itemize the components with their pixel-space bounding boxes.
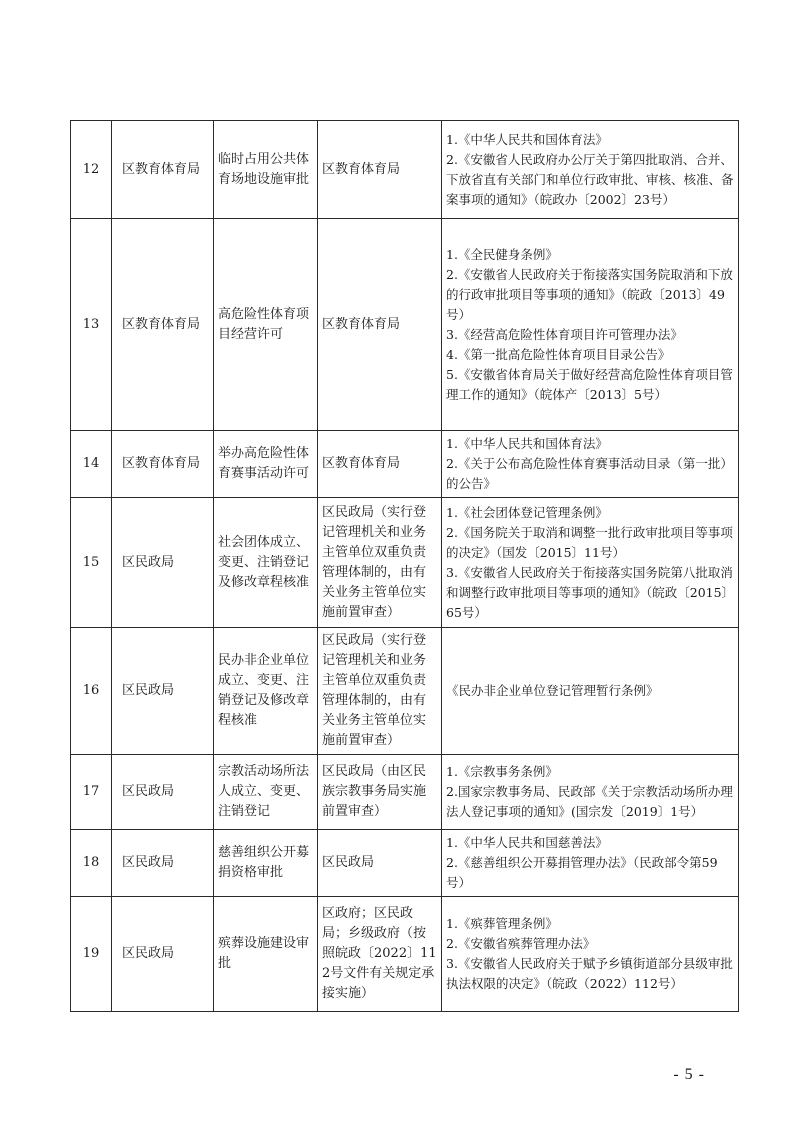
implementing-body-cell: 区教育体育局 [318, 431, 442, 498]
approval-item-cell: 殡葬设施建设审批 [214, 897, 318, 1012]
approval-item-cell: 高危险性体育项目经营许可 [214, 219, 318, 431]
row-number-cell: 19 [71, 897, 112, 1012]
row-number-cell: 18 [71, 830, 112, 897]
row-number-cell: 13 [71, 219, 112, 431]
table-row [71, 897, 739, 1012]
approval-items-table [70, 120, 739, 1012]
implementing-body-cell: 区教育体育局 [318, 219, 442, 431]
implementing-body-cell: 区教育体育局 [318, 121, 442, 219]
department-cell: 区民政局 [112, 755, 214, 830]
legal-basis-line: 1.《殡葬管理条例》 [446, 916, 558, 931]
table-row [71, 219, 739, 431]
legal-basis-line: 3.《经营高危险性体育项目许可管理办法》 [446, 326, 683, 342]
legal-basis-line: 5.《安徽省体育局关于做好经营高危险性体育项目管理工作的通知》（皖体产〔2013〕5号） [446, 366, 733, 402]
approval-item-cell: 民办非企业单位成立、变更、注销登记及修改章程核准 [214, 628, 318, 755]
implementing-body-cell: 区民政局（实行登记管理机关和业务主管单位双重负责管理体制的，由有关业务主管单位实施前置审查） [318, 498, 442, 628]
approval-item-cell: 社会团体成立、变更、注销登记及修改章程核准 [214, 498, 318, 628]
row-number-cell: 16 [71, 628, 112, 755]
legal-basis-line: 2.《慈善组织公开募捐管理办法》（民政部令第59号） [446, 855, 718, 890]
department-cell: 区民政局 [112, 830, 214, 897]
row-number-cell: 15 [71, 498, 112, 628]
implementing-body-cell: 区政府；区民政局；乡级政府（按照皖政〔2022〕112号文件有关规定承接实施） [318, 897, 442, 1012]
legal-basis-line: 1.《全民健身条例》 [446, 246, 558, 262]
legal-basis-line: 3.《安徽省人民政府关于衔接落实国务院第八批取消和调整行政审批项目等事项的通知》（皖政〔2015〕65号） [446, 564, 733, 620]
table-row [71, 830, 739, 897]
department-cell: 区教育体育局 [112, 219, 214, 431]
legal-basis-line: 2.国家宗教事务局、民政部《关于宗教活动场所办理法人登记事项的通知》(国宗发〔2019〕1号） [446, 784, 733, 819]
implementing-body-cell: 区民政局（由区民族宗教事务局实施前置审查） [318, 755, 442, 830]
legal-basis-line: 2.《安徽省人民政府关于衔接落实国务院取消和下放的行政审批项目等事项的通知》（皖政〔2013〕49号） [446, 266, 733, 322]
table-row [71, 431, 739, 498]
department-cell: 区教育体育局 [112, 431, 214, 498]
legal-basis-line: 1.《中华人民共和国慈善法》 [446, 835, 608, 850]
department-cell: 区民政局 [112, 498, 214, 628]
approval-item-cell: 慈善组织公开募捐资格审批 [214, 830, 318, 897]
row-number-cell: 14 [71, 431, 112, 498]
legal-basis-line: 2.《关于公布高危险性体育赛事活动目录（第一批）的公告》 [446, 456, 733, 491]
legal-basis-cell [442, 219, 739, 431]
legal-basis-line: 2.《国务院关于取消和调整一批行政审批项目等事项的决定》（国发〔2015〕11号） [446, 524, 733, 560]
legal-basis-line: 1.《社会团体登记管理条例》 [446, 504, 608, 520]
approval-item-cell: 宗教活动场所法人成立、变更、注销登记 [214, 755, 318, 830]
row-number-cell: 17 [71, 755, 112, 830]
table-body [71, 121, 739, 1012]
legal-basis-line: 1.《中华人民共和国体育法》 [446, 131, 608, 147]
implementing-body-cell: 区民政局（实行登记管理机关和业务主管单位双重负责管理体制的，由有关业务主管单位实施前置审查） [318, 628, 442, 755]
table-row [71, 628, 739, 755]
row-number-cell: 12 [71, 121, 112, 219]
legal-basis-cell [442, 897, 739, 1012]
legal-basis-line: 4.《第一批高危险性体育项目目录公告》 [446, 346, 671, 362]
approval-item-cell: 举办高危险性体育赛事活动许可 [214, 431, 318, 498]
legal-basis-cell [442, 628, 739, 755]
department-cell: 区民政局 [112, 628, 214, 755]
legal-basis-line: 1.《中华人民共和国体育法》 [446, 436, 608, 451]
legal-basis-cell [442, 121, 739, 219]
approval-item-cell: 临时占用公共体育场地设施审批 [214, 121, 318, 219]
legal-basis-line: 1.《宗教事务条例》 [446, 764, 558, 779]
legal-basis-line: 3.《安徽省人民政府关于赋予乡镇街道部分县级审批执法权限的决定》（皖政（2022）112号） [446, 956, 733, 991]
table-row [71, 755, 739, 830]
implementing-body-cell: 区民政局 [318, 830, 442, 897]
legal-basis-cell [442, 755, 739, 830]
legal-basis-line: 《民办非企业单位登记管理暂行条例》 [446, 683, 659, 698]
legal-basis-line: 2.《安徽省殡葬管理办法》 [446, 936, 596, 951]
page-number: - 5 - [673, 1066, 705, 1083]
department-cell: 区教育体育局 [112, 121, 214, 219]
legal-basis-cell [442, 830, 739, 897]
department-cell: 区民政局 [112, 897, 214, 1012]
table-row [71, 498, 739, 628]
table-row [71, 121, 739, 219]
legal-basis-line: 2.《安徽省人民政府办公厅关于第四批取消、合并、下放省直有关部门和单位行政审批、审核、核准、备案事项的通知》（皖政办〔2002〕23号） [446, 151, 734, 207]
legal-basis-cell [442, 498, 739, 628]
legal-basis-cell [442, 431, 739, 498]
